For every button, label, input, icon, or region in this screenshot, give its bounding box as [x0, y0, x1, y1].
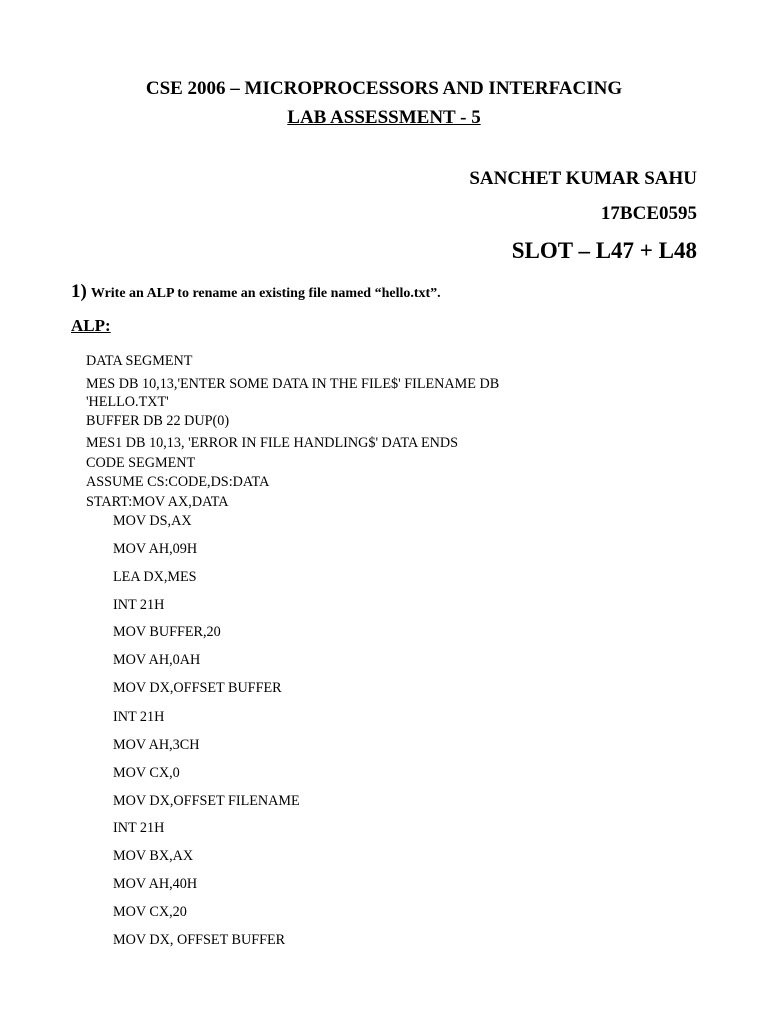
code-line: MOV AH,09H — [113, 541, 198, 557]
code-line: CODE SEGMENT — [86, 455, 196, 471]
alp-heading: ALP: — [71, 316, 111, 335]
code-line: START:MOV AX,DATA — [86, 494, 229, 510]
registration-number: 17BCE0595 — [600, 203, 697, 224]
code-line: MOV CX,0 — [113, 765, 180, 781]
code-line: MES1 DB 10,13, 'ERROR IN FILE HANDLING$' DATA ENDS — [86, 435, 459, 451]
code-line: MOV DX,OFFSET FILENAME — [113, 793, 300, 809]
code-line: INT 21H — [113, 597, 165, 613]
code-line: MOV BUFFER,20 — [113, 624, 221, 640]
code-line: 'HELLO.TXT' — [86, 394, 169, 410]
question-number: 1) — [71, 281, 87, 302]
code-line: MOV DX,OFFSET BUFFER — [113, 680, 282, 696]
code-line: ASSUME CS:CODE,DS:DATA — [86, 474, 270, 490]
code-line: MES DB 10,13,'ENTER SOME DATA IN THE FILE$' FILENAME DB — [86, 376, 500, 392]
code-line: MOV AH,3CH — [113, 737, 200, 753]
assessment-title: LAB ASSESSMENT - 5 — [287, 107, 481, 128]
code-line: MOV DS,AX — [113, 513, 192, 529]
code-line: MOV DX, OFFSET BUFFER — [113, 932, 286, 948]
code-line: MOV AH,0AH — [113, 652, 201, 668]
course-title: CSE 2006 – MICROPROCESSORS AND INTERFACING — [145, 78, 623, 99]
code-line: BUFFER DB 22 DUP(0) — [86, 413, 230, 429]
code-line: INT 21H — [113, 820, 165, 836]
lab-slot: SLOT – L47 + L48 — [511, 238, 697, 263]
question — [71, 281, 441, 303]
question-text: Write an ALP to rename an existing file named “hello.txt”. — [90, 286, 441, 301]
code-line: MOV AH,40H — [113, 876, 198, 892]
code-line: DATA SEGMENT — [86, 353, 193, 369]
code-line: MOV CX,20 — [113, 904, 187, 920]
code-line: LEA DX,MES — [113, 569, 197, 585]
student-name: SANCHET KUMAR SAHU — [469, 168, 697, 189]
code-line: MOV BX,AX — [113, 848, 194, 864]
code-line: INT 21H — [113, 709, 165, 725]
